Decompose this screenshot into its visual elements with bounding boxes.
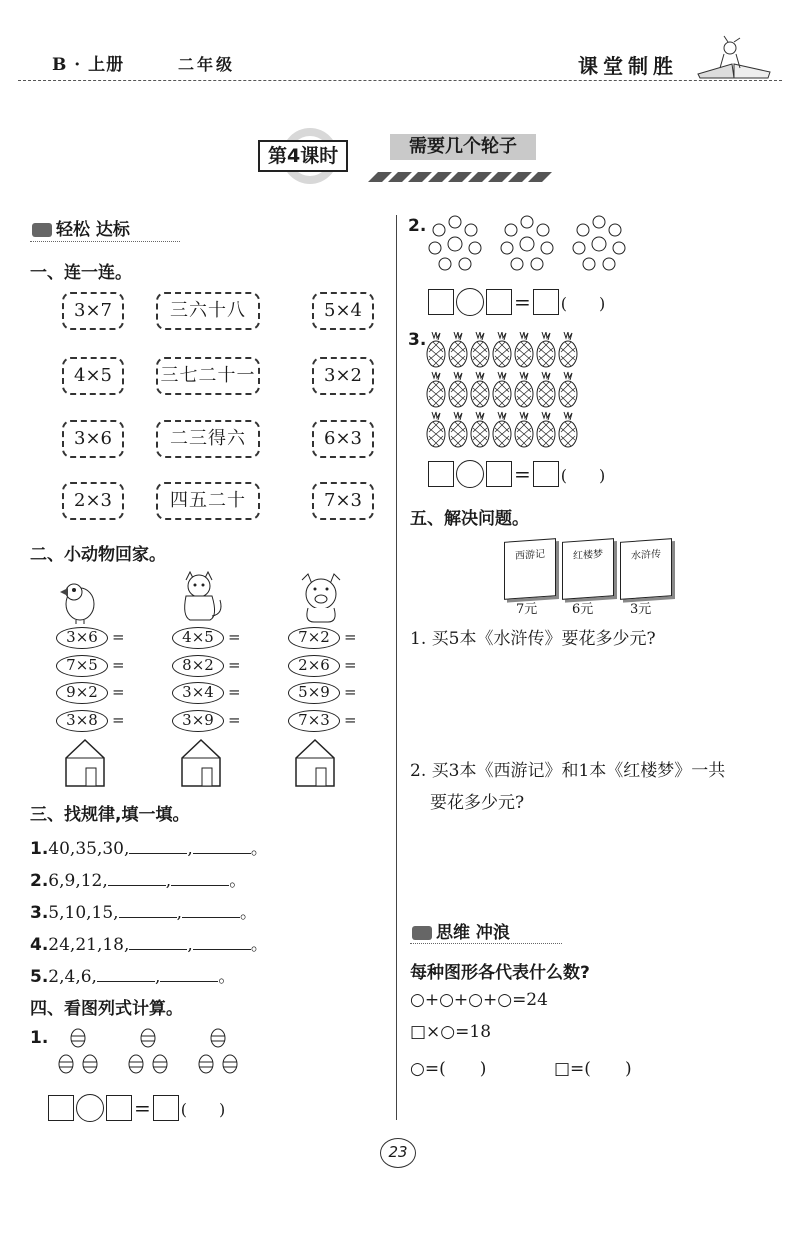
q1-middle-card[interactable]: 二三得六 — [156, 420, 260, 458]
pig-icon — [294, 572, 348, 624]
answer-blank[interactable] — [160, 981, 218, 982]
q4-3-number: 3. — [408, 330, 427, 350]
q2-col2-oval[interactable]: 3×9 — [172, 710, 224, 732]
q1-left-card[interactable]: 4×5 — [62, 357, 124, 395]
q4-title: 四、看图列式计算。 — [30, 999, 183, 1019]
answer-blank[interactable] — [119, 917, 177, 918]
square-answer[interactable]: □=( ) — [554, 1059, 632, 1079]
operator-circle[interactable] — [456, 460, 484, 488]
q1-middle-card[interactable]: 三六十八 — [156, 292, 260, 330]
answer-box[interactable] — [428, 289, 454, 315]
q4-3-formula: = ( ) — [428, 460, 605, 488]
flowers-picture — [424, 214, 644, 276]
book-honglou: 红楼梦 — [562, 538, 614, 600]
equals-sign: = — [112, 711, 125, 729]
house-icon — [294, 738, 336, 788]
thinking-equation-2: □×○=18 — [410, 1022, 492, 1042]
q3-title: 三、找规律,填一填。 — [30, 805, 190, 825]
header-series-title: 课堂制胜 — [578, 54, 678, 78]
q1-middle-card[interactable]: 三七二十一 — [156, 357, 260, 395]
q5-problem-1: 1. 买5本《水浒传》要花多少元? — [410, 629, 656, 649]
q4-1-formula: = ( ) — [48, 1094, 225, 1122]
book-shuihu: 水浒传 — [620, 538, 672, 600]
equals-sign: = — [344, 628, 357, 646]
equals-sign: = — [112, 683, 125, 701]
equals-sign: = — [228, 683, 241, 701]
q4-1-number: 1. — [30, 1028, 49, 1048]
q2-col1-oval[interactable]: 7×5 — [56, 655, 108, 677]
lesson-title: 需要几个轮子 — [390, 134, 536, 160]
operator-circle[interactable] — [76, 1094, 104, 1122]
equals-sign: = — [228, 711, 241, 729]
q2-col3-oval[interactable]: 7×3 — [288, 710, 340, 732]
price-label: 6元 — [572, 602, 594, 617]
header-divider — [18, 80, 782, 81]
q5-problem-2: 2. 买3本《西游记》和1本《红楼梦》一共 — [410, 761, 726, 781]
q1-left-card[interactable]: 3×6 — [62, 420, 124, 458]
equals-sign: = — [344, 656, 357, 674]
answer-box[interactable] — [48, 1095, 74, 1121]
equals-sign: = — [112, 656, 125, 674]
q5-problem-2-cont: 要花多少元? — [430, 793, 525, 813]
q1-left-card[interactable]: 2×3 — [62, 482, 124, 520]
answer-box[interactable] — [106, 1095, 132, 1121]
price-label: 7元 — [516, 602, 538, 617]
q2-col1-oval[interactable]: 3×6 — [56, 627, 108, 649]
q3-item: 2.6,9,12, , 。 — [30, 871, 247, 891]
answer-box[interactable] — [428, 461, 454, 487]
pineapples-picture — [426, 332, 586, 450]
answer-blank[interactable] — [193, 853, 251, 854]
q3-item: 4.24,21,18, , 。 — [30, 935, 268, 955]
lesson-number: 第4课时 — [258, 140, 348, 172]
answer-box[interactable] — [533, 289, 559, 315]
answer-box[interactable] — [153, 1095, 179, 1121]
equals-sign: = — [112, 628, 125, 646]
equals-sign: = — [228, 628, 241, 646]
q1-right-card[interactable]: 3×2 — [312, 357, 374, 395]
header-book-label: B · 上册 — [52, 55, 125, 75]
q2-col3-oval[interactable]: 7×2 — [288, 627, 340, 649]
q1-right-card[interactable]: 5×4 — [312, 292, 374, 330]
q5-title: 五、解决问题。 — [410, 509, 529, 529]
page-number: 23 — [380, 1138, 416, 1168]
answer-blank[interactable] — [108, 885, 166, 886]
operator-circle[interactable] — [456, 288, 484, 316]
books-icon — [412, 926, 432, 940]
section-easy-underline — [30, 241, 180, 242]
q3-item: 3.5,10,15, , 。 — [30, 903, 257, 923]
q2-col3-oval[interactable]: 5×9 — [288, 682, 340, 704]
q1-left-card[interactable]: 3×7 — [62, 292, 124, 330]
answer-blank[interactable] — [129, 853, 187, 854]
q1-title: 一、连一连。 — [30, 263, 132, 283]
answer-blank[interactable] — [97, 981, 155, 982]
book-illustration-icon — [694, 34, 774, 80]
house-icon — [180, 738, 222, 788]
equals-sign: = — [344, 683, 357, 701]
section-thinking-heading: 思维 冲浪 — [412, 918, 510, 943]
header-grade: 二年级 — [178, 55, 236, 74]
price-label: 3元 — [630, 602, 652, 617]
q2-col1-oval[interactable]: 9×2 — [56, 682, 108, 704]
q2-col3-oval[interactable]: 2×6 — [288, 655, 340, 677]
q2-col1-oval[interactable]: 3×8 — [56, 710, 108, 732]
equals-sign: = — [228, 656, 241, 674]
section-thinking-underline — [410, 943, 562, 944]
house-icon — [64, 738, 106, 788]
section-easy-heading: 轻松 达标 — [32, 215, 130, 240]
answer-blank[interactable] — [193, 949, 251, 950]
equals-sign: = — [344, 711, 357, 729]
answer-blank[interactable] — [182, 917, 240, 918]
q2-col2-oval[interactable]: 8×2 — [172, 655, 224, 677]
column-divider — [396, 215, 397, 1120]
books-icon — [32, 223, 52, 237]
circle-answer[interactable]: ○=( ) — [410, 1059, 487, 1079]
q2-col2-oval[interactable]: 3×4 — [172, 682, 224, 704]
thinking-equation-1: ○+○+○+○=24 — [410, 990, 548, 1010]
answer-box[interactable] — [486, 461, 512, 487]
thinking-question: 每种图形各代表什么数? — [410, 963, 590, 983]
q2-col2-oval[interactable]: 4×5 — [172, 627, 224, 649]
q2-title: 二、小动物回家。 — [30, 545, 166, 565]
answer-blank[interactable] — [171, 885, 229, 886]
q1-right-card[interactable]: 6×3 — [312, 420, 374, 458]
q4-2-number: 2. — [408, 216, 427, 236]
answer-blank[interactable] — [129, 949, 187, 950]
q1-middle-card[interactable]: 四五二十 — [156, 482, 260, 520]
book-xiyouji: 西游记 — [504, 538, 556, 600]
bird-icon — [54, 574, 104, 624]
q4-2-formula: = ( ) — [428, 288, 605, 316]
bees-picture — [46, 1024, 246, 1084]
answer-box[interactable] — [533, 461, 559, 487]
cat-icon — [176, 570, 226, 624]
q1-right-card[interactable]: 7×3 — [312, 482, 374, 520]
q3-item: 5.2,4,6, , 。 — [30, 967, 236, 987]
q3-item: 1.40,35,30, , 。 — [30, 839, 268, 859]
answer-box[interactable] — [486, 289, 512, 315]
